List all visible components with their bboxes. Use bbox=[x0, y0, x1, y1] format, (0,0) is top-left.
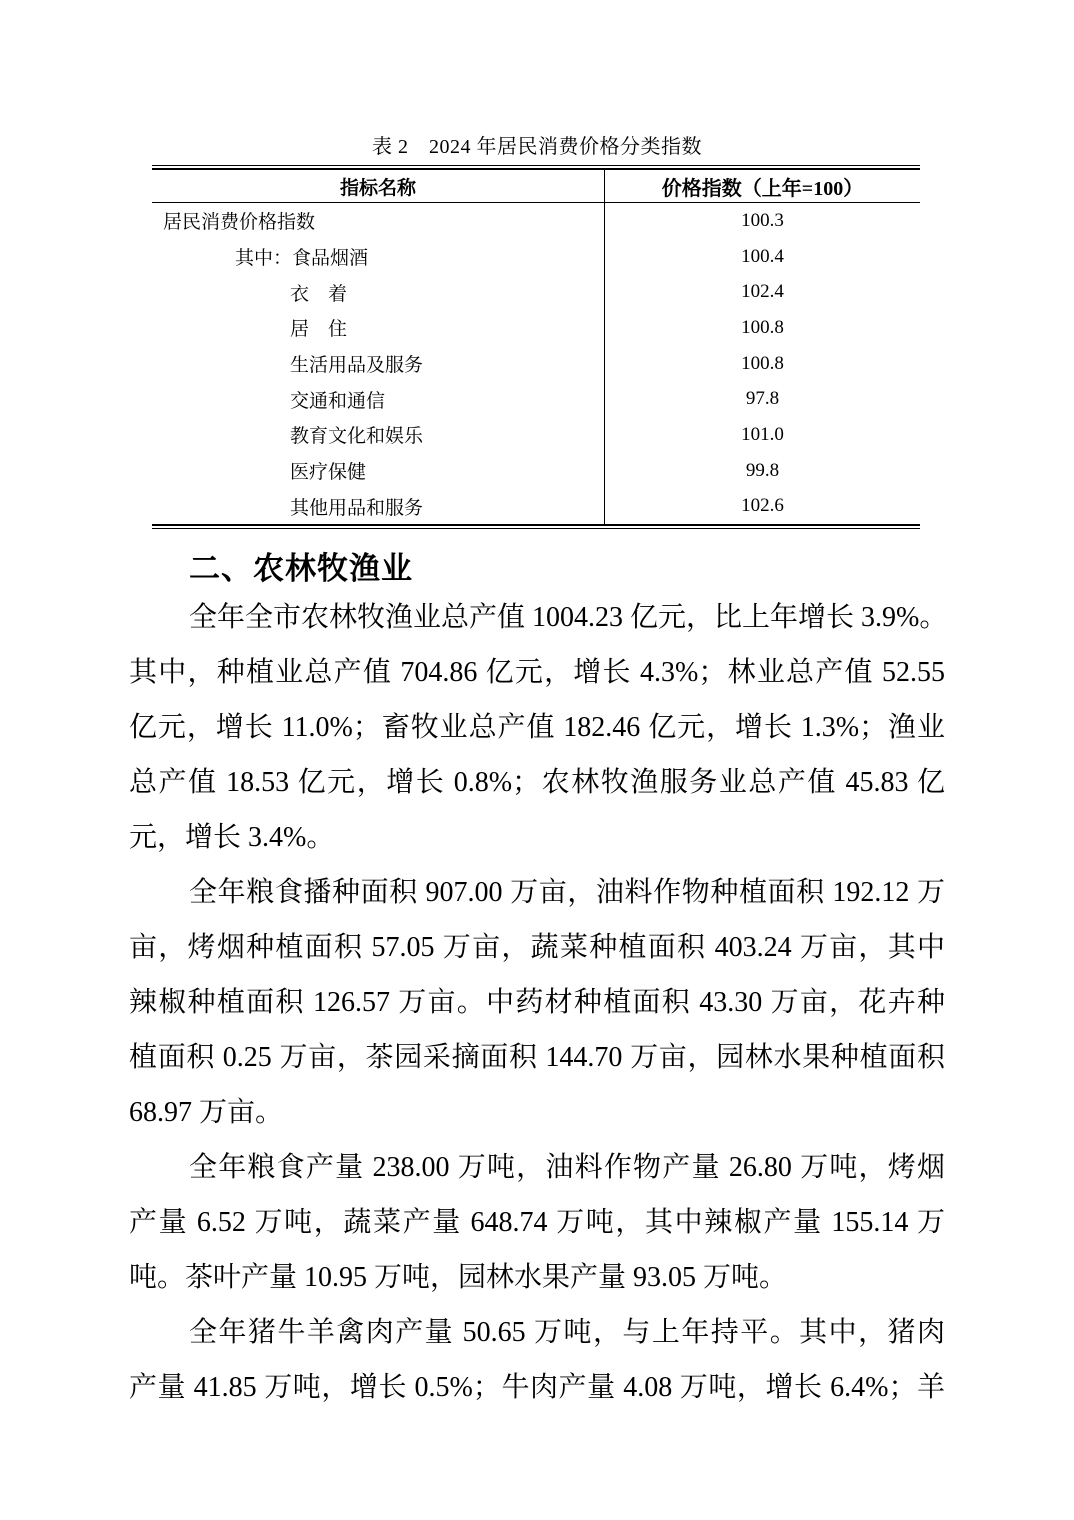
paragraph-line: 吨。茶叶产量 10.95 万吨，园林水果产量 93.05 万吨。 bbox=[129, 1262, 788, 1294]
table-caption: 表 2 2024 年居民消费价格分类指数 bbox=[372, 136, 702, 158]
section-heading: 二、农林牧渔业 bbox=[189, 551, 413, 587]
paragraph-line: 亩，烤烟种植面积 57.05 万亩，蔬菜种植面积 403.24 万亩，其中 bbox=[129, 932, 945, 964]
row-value: 97.8 bbox=[604, 381, 920, 417]
row-label: 居 住 bbox=[290, 319, 348, 341]
row-value: 101.0 bbox=[604, 417, 920, 453]
row-label: 医疗保健 bbox=[290, 462, 367, 484]
paragraph-line: 68.97 万亩。 bbox=[129, 1097, 284, 1129]
paragraph-line: 产量 6.52 万吨，蔬菜产量 648.74 万吨，其中辣椒产量 155.14 万 bbox=[129, 1207, 945, 1239]
row-value: 99.8 bbox=[604, 453, 920, 489]
row-label: 教育文化和娱乐 bbox=[290, 426, 424, 448]
paragraph-line: 全年猪牛羊禽肉产量 50.65 万吨，与上年持平。其中，猪肉 bbox=[189, 1317, 945, 1349]
paragraph-line: 亿元，增长 11.0%；畜牧业总产值 182.46 亿元，增长 1.3%；渔业 bbox=[129, 712, 945, 744]
page-content bbox=[129, 134, 948, 1415]
paragraph-line: 元，增长 3.4%。 bbox=[129, 822, 335, 854]
row-value: 100.3 bbox=[604, 203, 920, 239]
table-row bbox=[152, 274, 920, 310]
paragraph-line: 全年粮食产量 238.00 万吨，油料作物产量 26.80 万吨，烤烟 bbox=[189, 1152, 945, 1184]
paragraph-line: 植面积 0.25 万亩，茶园采摘面积 144.70 万亩，园林水果种植面积 bbox=[129, 1042, 945, 1074]
table-row bbox=[152, 346, 920, 382]
table-row bbox=[152, 417, 920, 453]
paragraph-line: 产量 41.85 万吨，增长 0.5%；牛肉产量 4.08 万吨，增长 6.4%；羊 bbox=[129, 1372, 945, 1404]
row-label: 衣 着 bbox=[290, 283, 348, 305]
table-header-row bbox=[152, 170, 920, 203]
row-value: 100.8 bbox=[604, 346, 920, 382]
table-row bbox=[152, 203, 920, 239]
row-label: 生活用品及服务 bbox=[290, 355, 424, 377]
paragraph-line: 全年粮食播种面积 907.00 万亩，油料作物种植面积 192.12 万 bbox=[189, 877, 945, 909]
table-row bbox=[152, 239, 920, 275]
row-label: 其他用品和服务 bbox=[290, 497, 424, 519]
row-label: 居民消费价格指数 bbox=[163, 212, 316, 234]
cpi-table-frame bbox=[152, 165, 920, 529]
column-header-index: 价格指数（上年=100） bbox=[604, 170, 920, 202]
paragraph-line: 其中，种植业总产值 704.86 亿元，增长 4.3%；林业总产值 52.55 bbox=[129, 657, 945, 689]
paragraph-line: 全年全市农林牧渔业总产值 1004.23 亿元，比上年增长 3.9%。 bbox=[189, 602, 948, 634]
row-value: 102.4 bbox=[604, 274, 920, 310]
row-value: 100.4 bbox=[604, 239, 920, 275]
paragraph-line: 总产值 18.53 亿元，增长 0.8%；农林牧渔服务业总产值 45.83 亿 bbox=[129, 767, 945, 799]
row-value: 100.8 bbox=[604, 310, 920, 346]
body-text bbox=[129, 590, 948, 1415]
table-row bbox=[152, 489, 920, 525]
row-label: 其中：食品烟酒 bbox=[235, 248, 369, 270]
row-label: 交通和通信 bbox=[290, 390, 386, 412]
cpi-table bbox=[152, 168, 920, 526]
table-row bbox=[152, 453, 920, 489]
table-row bbox=[152, 381, 920, 417]
table-row bbox=[152, 310, 920, 346]
column-header-indicator: 指标名称 bbox=[339, 177, 416, 199]
paragraph-line: 辣椒种植面积 126.57 万亩。中药材种植面积 43.30 万亩，花卉种 bbox=[129, 987, 945, 1019]
row-value: 102.6 bbox=[604, 489, 920, 525]
